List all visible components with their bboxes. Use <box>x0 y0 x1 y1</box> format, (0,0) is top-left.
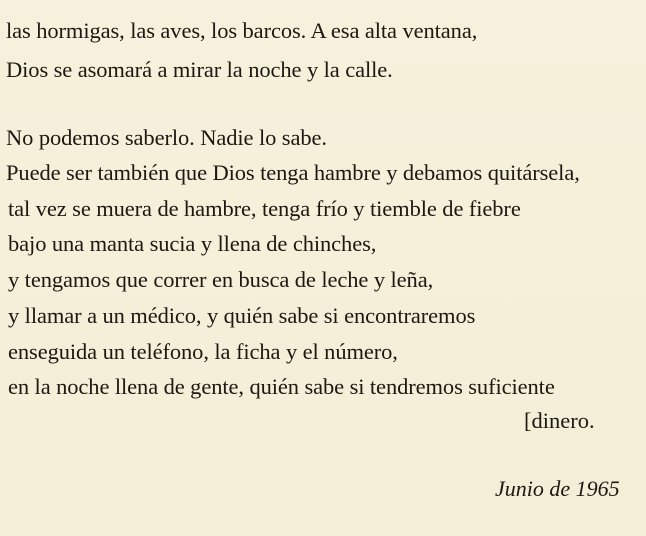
poem-line: las hormigas, las aves, los barcos. A esa alta ventana, <box>6 18 478 43</box>
poem-line: No podemos saberlo. Nadie lo sabe. <box>6 125 327 150</box>
poem-line: enseguida un teléfono, la ficha y el número, <box>8 339 398 364</box>
poem-line: Puede ser también que Dios tenga hambre y debamos quitársela, <box>6 160 580 185</box>
poem-line: y tengamos que correr en busca de leche y leña, <box>8 267 434 292</box>
poem-line: tal vez se muera de hambre, tenga frío y tiemble de fiebre <box>8 196 521 221</box>
poem-line-continuation: [dinero. <box>524 408 595 433</box>
poem-date: Junio de 1965 <box>495 476 620 501</box>
poem-line: Dios se asomará a mirar la noche y la calle. <box>6 57 393 82</box>
poem-line: bajo una manta sucia y llena de chinches, <box>8 231 377 256</box>
poem-line: y llamar a un médico, y quién sabe si encontraremos <box>8 303 476 328</box>
poem-line: en la noche llena de gente, quién sabe si tendremos suficiente <box>8 374 555 399</box>
